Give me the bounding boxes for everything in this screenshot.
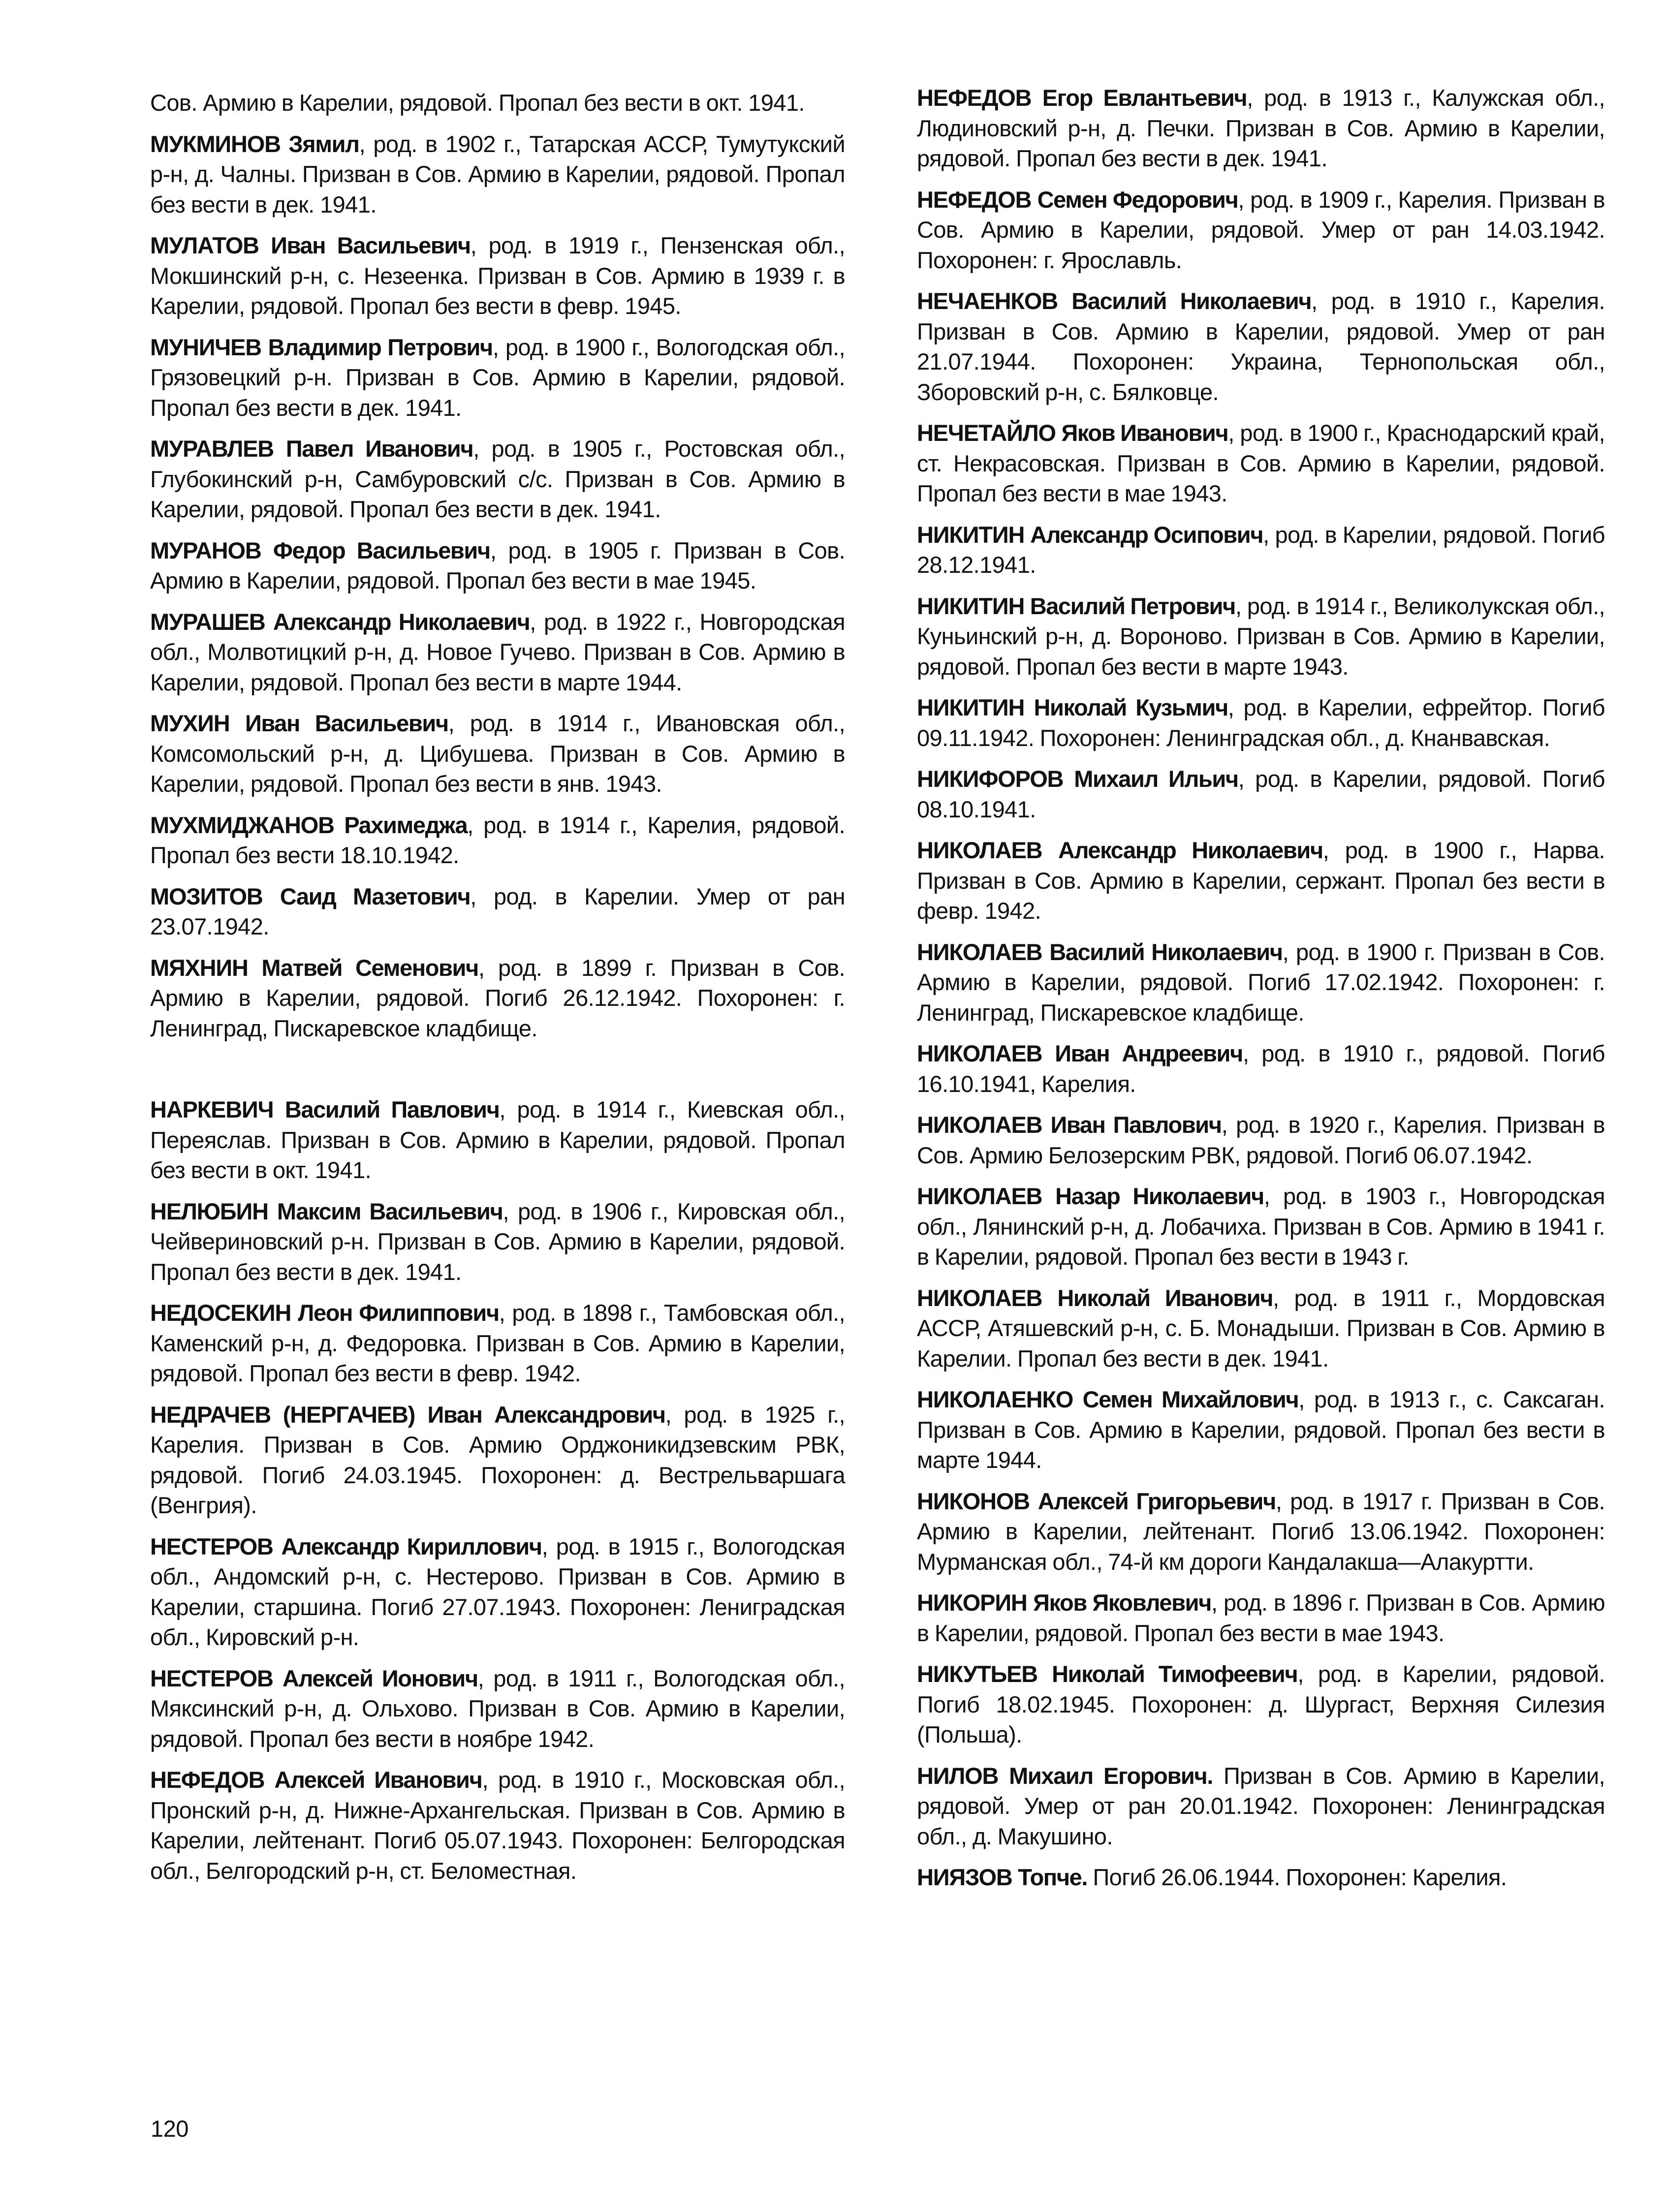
entry-given-name: Иван Павлович [1050,1112,1222,1138]
entry-given-name: Иван Васильевич [271,232,471,258]
entry-surname: НИКОЛАЕНКО [917,1386,1073,1412]
entry-given-name: Николай Кузьмич [1034,694,1228,720]
entry-surname: НИКУТЬЕВ [917,1661,1037,1687]
entry-surname: НИКОЛАЕВ [917,837,1042,863]
entry [917,1181,1605,1272]
entry-given-name: Алексей Ионович [282,1665,478,1691]
entry-surname: НИКИТИН [917,694,1025,720]
entry-surname: НЕЧАЕНКОВ [917,288,1058,314]
entry-text: , род. в Карелии, ефрейтор. Погиб 09.11.1942. Похоронен: Ленинградская обл., д. Кнанвавская. [917,694,1605,751]
right-column [917,83,1605,1903]
entry-given-name: Семен Федорович [1037,186,1238,213]
entry-given-name: Максим Васильевич [277,1198,503,1224]
entry-text: Погиб 26.06.1944. Похоронен: Карелия. [1087,1864,1507,1890]
entry-given-name: Василий Николаевич [1071,288,1312,314]
entry-surname: НИКОРИН [917,1589,1027,1616]
entry [917,692,1605,753]
entry-text: , род. в 1902 г., Татарская АССР, Тумутукский р-н, д. Чалны. Призван в Сов. Армию в Карелии, рядовой. Пропал без вести в дек. 1941. [150,130,845,218]
entry-text: Призван в Сов. Армию в Карелии, рядовой. Умер от ран 20.01.1942. Похоронен: Ленинградская обл., д. Макушино. [917,1762,1605,1849]
entry-surname: НИЯЗОВ [917,1864,1012,1890]
entry [917,83,1605,174]
entry [917,286,1605,407]
entry-text: , род. в 1914 г., Великолукская обл., Куньинский р-н, д. Вороново. Призван в Сов. Армию в Карелии, рядовой. Пропал без вести в марте 1943. [917,592,1605,680]
entry-text: , род. в 1905 г. Призван в Сов. Армию в Карелии, рядовой. Пропал без вести в мае 1945. [150,537,845,593]
entry-surname: МЯХНИН [150,954,248,981]
entry-surname: МУРАШЕВ [150,608,265,635]
entry-surname: НИКОЛАЕВ [917,1040,1042,1066]
entry [917,418,1605,509]
entry [917,185,1605,276]
entry-text: , род. в 1910 г., Карелия. Призван в Сов. Армию в Карелии, рядовой. Умер от ран 21.07.1944. Похоронен: Украина, Тернопольская обл., Зборовский р-н, с. Бялковце. [917,288,1605,405]
entry-text: , род. в 1900 г., Вологодская обл., Грязовецкий р-н. Призван в Сов. Армию в Карелии, рядовой. Пропал без вести в дек. 1941. [150,334,846,421]
entry [917,1486,1605,1577]
entry [150,230,845,321]
entry-text: , род. в 1925 г., Карелия. Призван в Сов. Армию Орджоникидзевским РВК, рядовой. Погиб 24.03.1945. Похоронен: д. Вестрельваршага (Венгрия). [150,1401,845,1518]
entry [150,129,845,220]
entry-given-name: Саид Мазетович [280,883,471,909]
entry [917,1038,1605,1099]
entry [917,1110,1605,1170]
entry [917,1659,1605,1750]
entry-text: , род. в 1913 г., с. Саксаган. Призван в Сов. Армию в Карелии, рядовой. Пропал без вести в марте 1944. [917,1386,1605,1473]
entry [150,607,845,698]
entry-text: , род. в 1919 г., Пензенская обл., Мокшинский р-н, с. Незеенка. Призван в Сов. Армию в 1939 г. в Карелии, рядовой. Пропал без вести в февр. 1945. [150,232,846,319]
entry-given-name: Михаил Егорович. [1009,1762,1213,1789]
entry-surname: НЕЧЕТАЙЛО [917,420,1056,446]
entry-text: , род. в 1917 г. Призван в Сов. Армию в Карелии, лейтенант. Погиб 13.06.1942. Похоронен: Мурманская обл., 74-й км дороги Кандалакша—Алакуртти. [917,1488,1605,1575]
entry-given-name: Александр Осипович [1030,521,1263,548]
entry [150,881,845,942]
entry-surname: МУКМИНОВ [150,130,281,157]
entry-given-name: Матвей Семенович [261,954,478,981]
entry-text: , род. в 1914 г., Карелия, рядовой. Пропал без вести 18.10.1942. [150,811,845,868]
entry-text: , род. в 1914 г., Киевская обл., Переяслав. Призван в Сов. Армию в Карелии, рядовой. Пропал без вести в окт. 1941. [150,1096,845,1183]
entry-given-name: Александр Николаевич [273,608,530,635]
entry-text: , род. в 1913 г., Калужская обл., Людиновский р-н, д. Печки. Призван в Сов. Армию в Карелии, рядовой. Пропал без вести в дек. 1941. [917,85,1605,171]
entry-text: , род. в 1910 г., Московская обл., Пронский р-н, д. Нижне-Архангельская. Призван в Сов. Армию в Карелии, лейтенант. Погиб 05.07.1943. Похоронен: Белгородская обл., Белгородский р-н, ст. Беломестная. [150,1767,845,1884]
entry-surname: МУНИЧЕВ [150,334,262,360]
entry-surname: НЕСТЕРОВ [150,1665,273,1691]
entry-surname: НИКИФОРОВ [917,766,1064,792]
entry-text: , род. в 1915 г., Вологодская обл., Андомский р-н, с. Нестерово. Призван в Сов. Армию в Карелии, старшина. Погиб 27.07.1943. Похоронен: Лениградская обл., Кировский р-н. [150,1533,845,1650]
entry [150,810,845,871]
entry [150,708,845,799]
entry-surname: МОЗИТОВ [150,883,263,909]
entry-given-name: Иван Васильевич [245,710,448,736]
entry [150,1196,845,1287]
entry-given-name: Семен Михайлович [1082,1386,1299,1412]
entry [917,1588,1605,1648]
entry-surname: НИКОНОВ [917,1488,1030,1514]
entry [917,591,1605,682]
entry-given-name: Яков Иванович [1061,420,1228,446]
entry [917,1862,1605,1893]
entry-text: , род. в 1922 г., Новгородская обл., Молвотицкий р-н, д. Новое Гучево. Призван в Сов. Армию в Карелии, рядовой. Пропал без вести в марте 1944. [150,608,845,695]
entry-surname: МУХИН [150,710,230,736]
entry-surname: НИКОЛАЕВ [917,1112,1042,1138]
entry-text: , род. в 1896 г. Призван в Сов. Армию в Карелии, рядовой. Пропал без вести в мае 1943. [917,1589,1605,1646]
entry-text: , род. в 1900 г. Призван в Сов. Армию в Карелии, рядовой. Погиб 17.02.1942. Похоронен: г. Ленинград, Пискаревское кладбище. [917,938,1605,1026]
entry [150,434,845,525]
entry-given-name: Назар Николаевич [1055,1183,1264,1209]
entry-given-name: Николай Иванович [1057,1284,1273,1311]
entry-given-name: Алексей Григорьевич [1037,1488,1276,1514]
entry [917,937,1605,1028]
entry [150,1298,845,1389]
entry-surname: НИКОЛАЕВ [917,1183,1042,1209]
entry [150,1663,845,1754]
entry-given-name: Павел Иванович [285,436,473,462]
left-column [150,88,845,1897]
entry-given-name: Владимир Петрович [268,334,493,360]
entry [917,520,1605,580]
entry-given-name: Николай Тимофеевич [1052,1661,1298,1687]
entry-surname: НИЛОВ [917,1762,999,1789]
entry [150,535,845,596]
entry-text: , род. в 1900 г., Нарва. Призван в Сов. Армию в Карелии, сержант. Пропал без вести в февр. 1942. [917,837,1605,924]
entry-text: , род. в Карелии, рядовой. Погиб 18.02.1945. Похоронен: д. Шургаст, Верхняя Силезия (Польша). [917,1661,1605,1747]
entry-surname: НИКИТИН [917,521,1025,548]
entry-given-name: Иван Андреевич [1055,1040,1243,1066]
entry-surname: МУРАВЛЕВ [150,436,274,462]
entry-text: , род. в Карелии, рядовой. Погиб 08.10.1941. [917,766,1605,822]
entry-surname: МУХМИДЖАНОВ [150,811,334,838]
entry-surname: НЕФЕДОВ [917,85,1032,111]
entry [150,1765,845,1886]
entry [917,1283,1605,1374]
entry [917,764,1605,824]
entry-given-name: Зямил [288,130,359,157]
entry-text: , род. в Карелии, рядовой. Погиб 28.12.1941. [917,521,1605,578]
entry-continuation [150,88,845,118]
entry-text: , род. в 1898 г., Тамбовская обл., Каменский р-н, д. Федоровка. Призван в Сов. Армию в Карелии, рядовой. Пропал без вести в февр. 1942. [150,1300,846,1386]
entry [150,953,845,1044]
entry-given-name: Леон Филиппович [298,1300,499,1326]
entry-text: , род. в 1903 г., Новгородская обл., Лянинский р-н, д. Лобачиха. Призван в Сов. Армию в 1941 г. в Карелии, рядовой. Пропал без вести в 1943 г. [917,1183,1605,1270]
entry-given-name: Александр Николаевич [1058,837,1323,863]
entry-text: , род. в 1911 г., Вологодская обл., Мяксинский р-н, д. Ольхово. Призван в Сов. Армию в Карелии, рядовой. Пропал без вести в ноябре 1942. [150,1665,845,1752]
entry-surname: НЕФЕДОВ [917,186,1032,213]
entry-text: , род. в 1914 г., Ивановская обл., Комсомольский р-н, д. Цибушева. Призван в Сов. Армию в Карелии, рядовой. Пропал без вести в янв. 1943. [150,710,845,797]
entry-surname: НЕСТЕРОВ [150,1533,273,1559]
entry-given-name: Василий Петрович [1030,592,1235,619]
entry-surname: НИКОЛАЕВ [917,1284,1042,1311]
entry-text: Сов. Армию в Карелии, рядовой. Пропал без вести в окт. 1941. [150,90,805,116]
entry [917,1761,1605,1852]
entry-surname: НЕЛЮБИН [150,1198,268,1224]
entry-given-name: Василий Николаевич [1049,938,1283,965]
entry-text: , род. в Карелии. Умер от ран 23.07.1942. [150,883,845,939]
entry-surname: МУЛАТОВ [150,232,259,258]
entry-surname: НЕДРАЧЕВ (НЕРГАЧЕВ) [150,1401,415,1428]
entry-given-name: Топче. [1018,1864,1088,1890]
entry [150,1094,845,1185]
entry-given-name: Егор Евлантьевич [1042,85,1247,111]
entry [150,332,845,423]
entry-text: , род. в 1910 г., рядовой. Погиб 16.10.1941, Карелия. [917,1040,1605,1097]
entry-given-name: Василий Павлович [284,1096,500,1122]
entry-surname: НИКИТИН [917,592,1025,619]
page-number: 120 [151,2116,188,2142]
entry-text: , род. в 1911 г., Мордовская АССР, Атяшевский р-н, с. Б. Монадыши. Призван в Сов. Армию в Карелии. Пропал без вести в дек. 1941. [917,1284,1605,1371]
entry-surname: НЕФЕДОВ [150,1767,265,1793]
entry-text: , род. в 1909 г., Карелия. Призван в Сов. Армию в Карелии, рядовой. Умер от ран 14.03.1942. Похоронен: г. Ярославль. [917,186,1605,273]
entry-surname: МУРАНОВ [150,537,261,563]
section-divider-gap [150,1054,845,1094]
entry-given-name: Иван Александрович [427,1401,665,1428]
entry-given-name: Федор Васильевич [273,537,490,563]
entry-text: , род. в 1920 г., Карелия. Призван в Сов. Армию Белозерским РВК, рядовой. Погиб 06.07.1942. [917,1112,1605,1168]
entry [150,1400,845,1521]
entry-given-name: Алексей Иванович [274,1767,482,1793]
entry-surname: НИКОЛАЕВ [917,938,1042,965]
entry-given-name: Яков Яковлевич [1033,1589,1212,1616]
entry-given-name: Михаил Ильич [1074,766,1238,792]
entry-given-name: Александр Кириллович [281,1533,542,1559]
entry-surname: НАРКЕВИЧ [150,1096,274,1122]
entry [917,835,1605,926]
entry-text: , род. в 1899 г. Призван в Сов. Армию в Карелии, рядовой. Погиб 26.12.1942. Похоронен: г. Ленинград, Пискаревское кладбище. [150,954,845,1041]
entry-surname: НЕДОСЕКИН [150,1300,291,1326]
entry-given-name: Рахимеджа [344,811,468,838]
entry [150,1531,845,1652]
entry-text: , род. в 1906 г., Кировская обл., Чейвериновский р-н. Призван в Сов. Армию в Карелии, рядовой. Пропал без вести в дек. 1941. [150,1198,845,1285]
entry-text: , род. в 1905 г., Ростовская обл., Глубокинский р-н, Самбуровский с/с. Призван в Сов. Армию в Карелии, рядовой. Пропал без вести в дек. 1941. [150,436,845,522]
entry-text: , род. в 1900 г., Краснодарский край, ст. Некрасовская. Призван в Сов. Армию в Карелии, рядовой. Пропал без вести в мае 1943. [917,420,1605,506]
entry [917,1384,1605,1475]
